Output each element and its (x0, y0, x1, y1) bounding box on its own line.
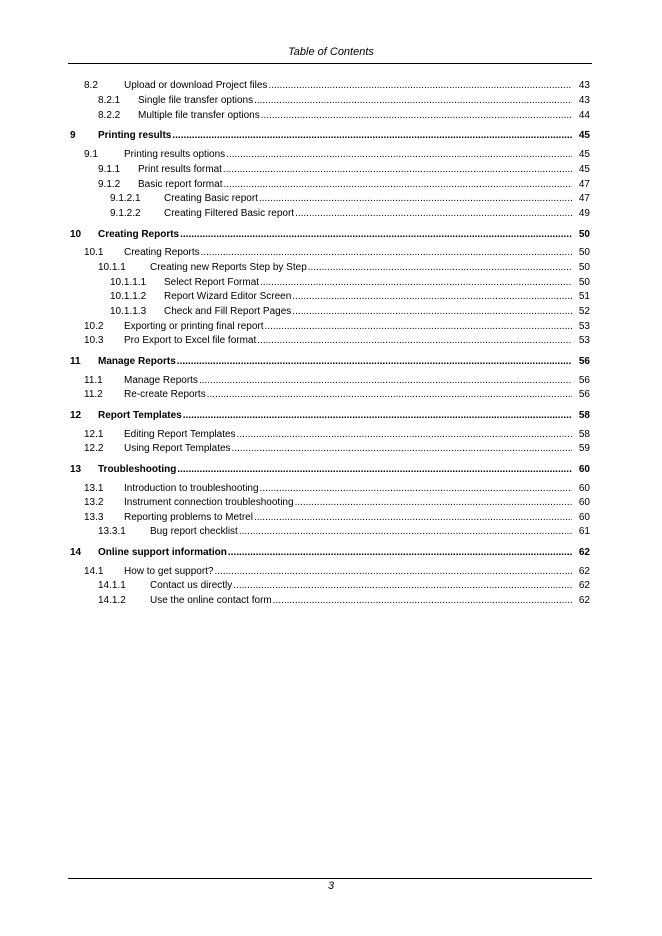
toc-entry-title: Upload or download Project files (124, 80, 268, 91)
toc-entry-number: 13.3.1 (98, 526, 126, 537)
toc-entry-number: 13 (70, 464, 82, 475)
toc-entry[interactable] (110, 192, 590, 206)
toc-entry-page: 61 (578, 526, 590, 537)
toc-entry-number: 13.1 (84, 483, 104, 494)
toc-entry-title: Report Wizard Editor Screen (164, 291, 292, 302)
toc-entry-page: 50 (578, 229, 590, 240)
toc-entry-number: 11.2 (84, 389, 103, 400)
toc-entry[interactable] (98, 178, 590, 192)
toc-entry-number: 12.2 (84, 443, 104, 454)
toc-entry-page: 56 (578, 375, 590, 386)
toc-entry-title: Creating Filtered Basic report (164, 208, 295, 219)
toc-entry-page: 47 (578, 179, 590, 190)
toc-entry-title: Online support information (98, 547, 227, 558)
toc-entry-page: 47 (578, 193, 590, 204)
toc-entry[interactable] (84, 482, 590, 496)
toc-entry[interactable] (70, 463, 590, 477)
toc-entry-number: 8.2.2 (98, 110, 121, 121)
toc-entry-page: 56 (578, 389, 590, 400)
toc-entry-page: 51 (578, 291, 590, 302)
toc-entry-page: 60 (578, 464, 590, 475)
toc-entry-title: Troubleshooting (98, 464, 177, 475)
toc-entry[interactable] (110, 290, 590, 304)
toc-entry-page: 53 (578, 321, 590, 332)
toc-entry-page: 44 (578, 110, 590, 121)
toc-entry[interactable] (110, 276, 590, 290)
toc-entry-title: Single file transfer options (138, 95, 254, 106)
toc-entry-number: 14.1.2 (98, 595, 126, 606)
toc-entry-number: 10 (70, 229, 82, 240)
toc-entry-page: 58 (578, 410, 590, 421)
toc-entry-title: Contact us directly (150, 580, 233, 591)
toc-entry-title: How to get support? (124, 566, 214, 577)
toc-entry-page: 62 (578, 547, 590, 558)
toc-entry-title: Exporting or printing final report (124, 321, 264, 332)
toc-entry-number: 10.1.1 (98, 262, 126, 273)
toc-entry-number: 10.1.1.3 (110, 306, 147, 317)
toc-entry-title: Instrument connection troubleshooting (124, 497, 294, 508)
toc-entry-page: 62 (578, 580, 590, 591)
page-number: 3 (327, 880, 335, 892)
toc-entry-title: Manage Reports (98, 356, 176, 367)
toc-entry-title: Use the online contact form (150, 595, 272, 606)
toc-entry-page: 50 (578, 262, 590, 273)
toc-entry-title: Multiple file transfer options (138, 110, 260, 121)
toc-entry-title: Introduction to troubleshooting (124, 483, 259, 494)
toc-entry-title: Re-create Reports (124, 389, 206, 400)
toc-entry[interactable] (84, 442, 590, 456)
toc-entry-number: 9.1 (84, 149, 98, 160)
toc-entry[interactable] (98, 579, 590, 593)
toc-entry-title: Creating Reports (124, 247, 200, 258)
toc-entry-page: 62 (578, 566, 590, 577)
toc-entry-title: Creating Basic report (164, 193, 258, 204)
toc-entry-title: Printing results options (124, 149, 226, 160)
toc-entry[interactable] (84, 79, 590, 93)
toc-entry-title: Bug report checklist (150, 526, 238, 537)
toc-entry[interactable] (70, 355, 590, 369)
toc-entry-page: 56 (578, 356, 590, 367)
toc-entry[interactable] (84, 374, 590, 388)
toc-entry-title: Check and Fill Report Pages (164, 306, 292, 317)
toc-entry-title: Pro Export to Excel file format (124, 335, 257, 346)
toc-entry[interactable] (70, 129, 590, 143)
toc-entry[interactable] (84, 565, 590, 579)
toc-entry-page: 45 (578, 164, 590, 175)
toc-entry[interactable] (70, 409, 590, 423)
toc-entry[interactable] (98, 94, 590, 108)
toc-entry[interactable] (70, 546, 590, 560)
toc-entry-page: 62 (578, 595, 590, 606)
toc-entry-number: 8.2 (84, 80, 98, 91)
toc-entry[interactable] (98, 163, 590, 177)
toc-entry-number: 9.1.1 (98, 164, 121, 175)
toc-entry-number: 10.1.1.2 (110, 291, 147, 302)
toc-entry[interactable] (110, 305, 590, 319)
toc-entry-title: Reporting problems to Metrel (124, 512, 253, 523)
toc-entry[interactable] (84, 320, 590, 334)
toc-entry[interactable] (84, 148, 590, 162)
toc-entry-title: Editing Report Templates (124, 429, 236, 440)
toc-entry[interactable] (84, 388, 590, 402)
toc-entry-number: 10.2 (84, 321, 104, 332)
toc-entry-number: 10.1.1.1 (110, 277, 147, 288)
toc-entry-number: 9.1.2.2 (110, 208, 141, 219)
toc-entry-number: 14 (70, 547, 82, 558)
toc-entry[interactable] (98, 109, 590, 123)
toc-entry-page: 60 (578, 497, 590, 508)
toc-entry-page: 60 (578, 512, 590, 523)
toc-entry-number: 10.3 (84, 335, 104, 346)
toc-entry[interactable] (84, 246, 590, 260)
toc-entry-page: 53 (578, 335, 590, 346)
toc-entry-title: Print results format (138, 164, 222, 175)
toc-entry[interactable] (84, 496, 590, 510)
toc-entry-title: Using Report Templates (124, 443, 231, 454)
toc-entry-number: 12.1 (84, 429, 104, 440)
toc-entry-page: 43 (578, 95, 590, 106)
toc-entry-title: Select Report Format (164, 277, 260, 288)
toc-entry-page: 43 (578, 80, 590, 91)
toc-entry-page: 59 (578, 443, 590, 454)
toc-entry-number: 8.2.1 (98, 95, 121, 106)
toc-entry-number: 9.1.2 (98, 179, 121, 190)
toc-entry-page: 45 (578, 149, 590, 160)
toc-entry-number: 13.2 (84, 497, 104, 508)
toc-entry-number: 14.1.1 (98, 580, 126, 591)
toc-entry-page: 58 (578, 429, 590, 440)
toc-entry-title: Manage Reports (124, 375, 198, 386)
toc-entry-title: Creating Reports (98, 229, 180, 240)
toc-entry[interactable] (70, 228, 590, 242)
toc-entry-page: 52 (578, 306, 590, 317)
toc-entry-page: 60 (578, 483, 590, 494)
toc-entry-page: 49 (578, 208, 590, 219)
header-title: Table of Contents (288, 46, 374, 58)
toc-entry-number: 14.1 (84, 566, 104, 577)
toc-entry-page: 50 (578, 277, 590, 288)
toc-entry[interactable] (84, 428, 590, 442)
toc-entry-number: 11.1 (84, 375, 103, 386)
toc-entry[interactable] (84, 334, 590, 348)
toc-entry-number: 12 (70, 410, 82, 421)
toc-entry[interactable] (98, 594, 590, 608)
toc-entry-number: 9 (70, 130, 76, 141)
toc-entry-page: 45 (578, 130, 590, 141)
toc-entry-title: Printing results (98, 130, 172, 141)
toc-entry-number: 10.1 (84, 247, 104, 258)
toc-entry-number: 9.1.2.1 (110, 193, 141, 204)
toc-entry-page: 50 (578, 247, 590, 258)
toc-entry[interactable] (84, 511, 590, 525)
toc-entry-number: 11 (70, 356, 81, 367)
toc-entry[interactable] (110, 207, 590, 221)
toc-entry-title: Basic report format (138, 179, 223, 190)
toc-entry-title: Report Templates (98, 410, 182, 421)
toc-entry[interactable] (98, 525, 590, 539)
toc-entry-title: Creating new Reports Step by Step (150, 262, 307, 273)
toc-entry[interactable] (98, 261, 590, 275)
toc-entry-number: 13.3 (84, 512, 104, 523)
footer-rule (68, 878, 592, 879)
